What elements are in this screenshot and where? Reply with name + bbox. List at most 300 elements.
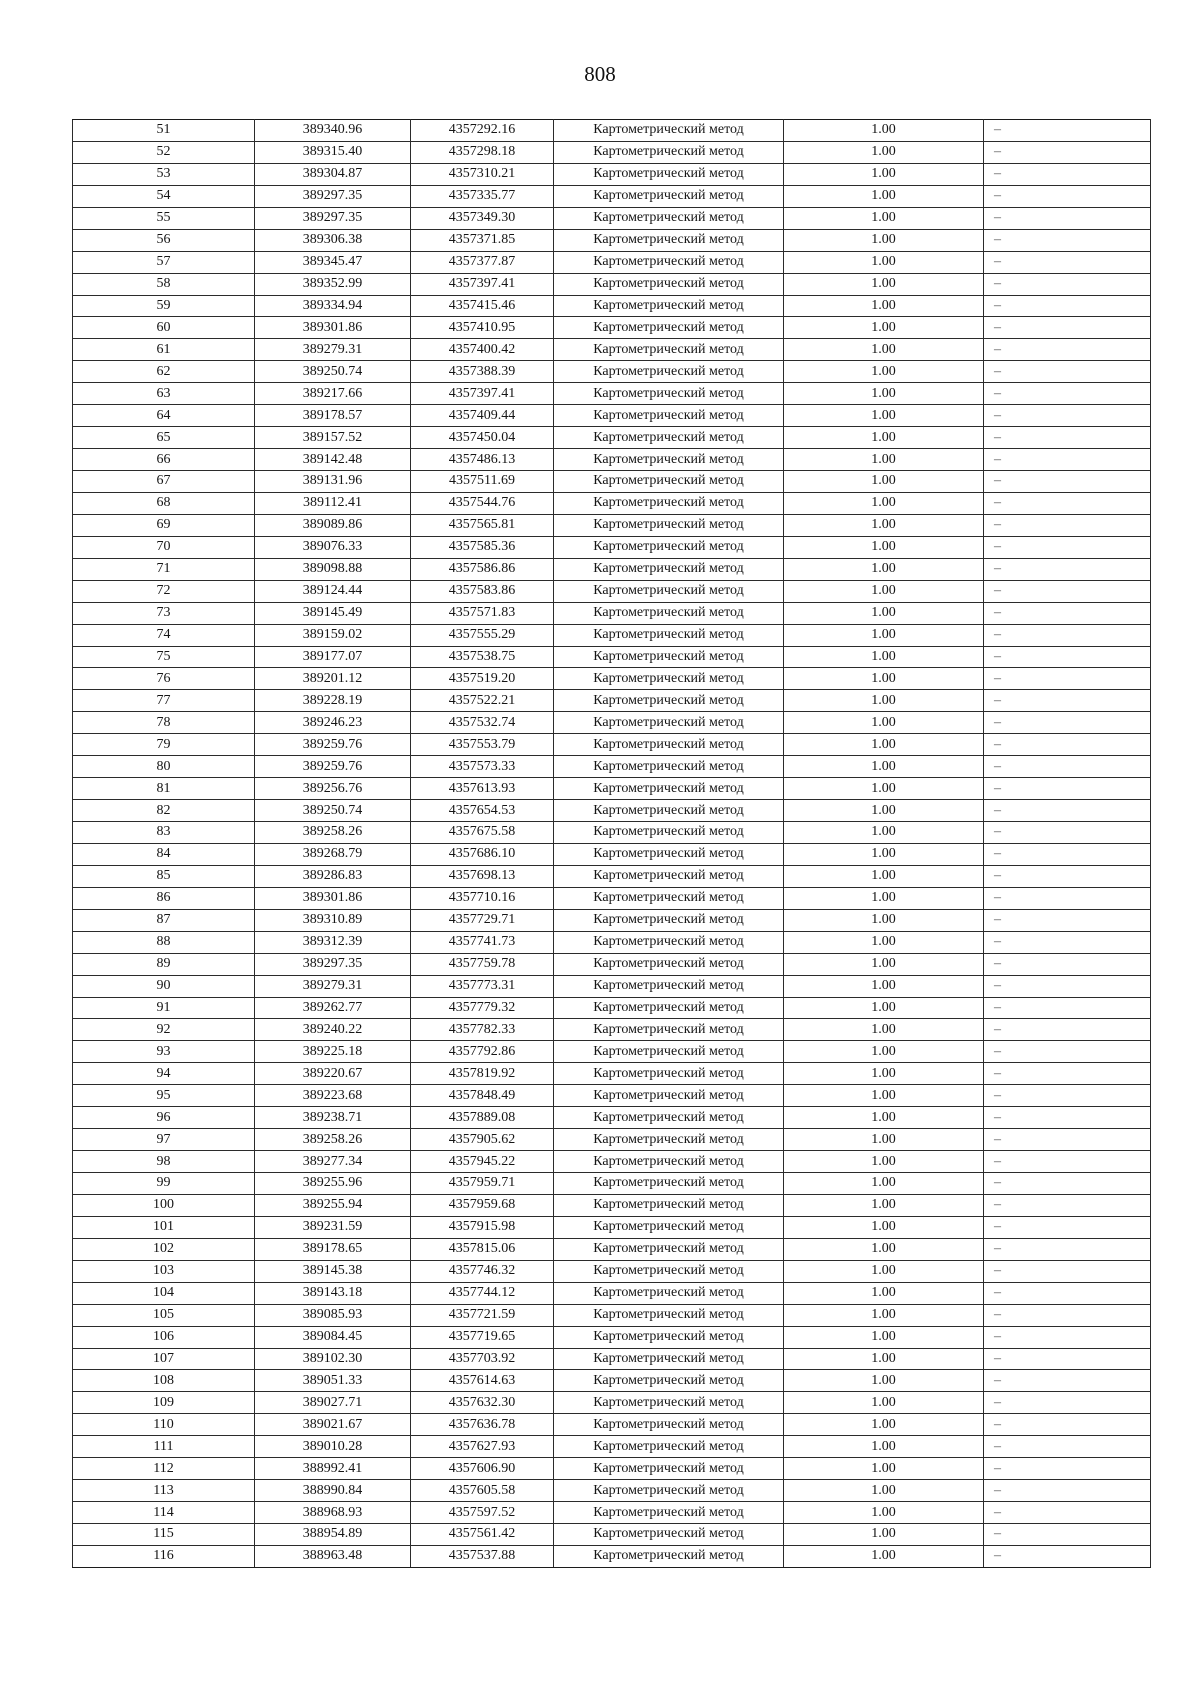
method-cell: Картометрический метод xyxy=(554,1238,784,1260)
table-row xyxy=(73,558,1151,580)
point-number-cell: 89 xyxy=(73,953,255,975)
precision-cell: 1.00 xyxy=(784,997,984,1019)
method-cell: Картометрический метод xyxy=(554,141,784,163)
y-coordinate-cell: 4357586.86 xyxy=(411,558,554,580)
x-coordinate-cell: 389246.23 xyxy=(255,712,411,734)
note-cell: – xyxy=(984,339,1151,361)
precision-cell: 1.00 xyxy=(784,822,984,844)
precision-cell: 1.00 xyxy=(784,690,984,712)
note-cell: – xyxy=(984,1173,1151,1195)
x-coordinate-cell: 389225.18 xyxy=(255,1041,411,1063)
method-cell: Картометрический метод xyxy=(554,558,784,580)
x-coordinate-cell: 389258.26 xyxy=(255,1129,411,1151)
note-cell: – xyxy=(984,690,1151,712)
precision-cell: 1.00 xyxy=(784,405,984,427)
precision-cell: 1.00 xyxy=(784,734,984,756)
table-row xyxy=(73,1458,1151,1480)
method-cell: Картометрический метод xyxy=(554,383,784,405)
table-row xyxy=(73,514,1151,536)
precision-cell: 1.00 xyxy=(784,383,984,405)
precision-cell: 1.00 xyxy=(784,536,984,558)
point-number-cell: 79 xyxy=(73,734,255,756)
point-number-cell: 102 xyxy=(73,1238,255,1260)
method-cell: Картометрический метод xyxy=(554,646,784,668)
precision-cell: 1.00 xyxy=(784,953,984,975)
table-row xyxy=(73,1304,1151,1326)
method-cell: Картометрический метод xyxy=(554,1414,784,1436)
x-coordinate-cell: 389231.59 xyxy=(255,1216,411,1238)
precision-cell: 1.00 xyxy=(784,668,984,690)
table-row xyxy=(73,756,1151,778)
x-coordinate-cell: 389010.28 xyxy=(255,1436,411,1458)
point-number-cell: 72 xyxy=(73,580,255,602)
precision-cell: 1.00 xyxy=(784,251,984,273)
point-number-cell: 83 xyxy=(73,822,255,844)
note-cell: – xyxy=(984,1304,1151,1326)
x-coordinate-cell: 388992.41 xyxy=(255,1458,411,1480)
table-row xyxy=(73,251,1151,273)
note-cell: – xyxy=(984,712,1151,734)
x-coordinate-cell: 389297.35 xyxy=(255,185,411,207)
x-coordinate-cell: 389228.19 xyxy=(255,690,411,712)
method-cell: Картометрический метод xyxy=(554,295,784,317)
point-number-cell: 78 xyxy=(73,712,255,734)
note-cell: – xyxy=(984,580,1151,602)
point-number-cell: 75 xyxy=(73,646,255,668)
point-number-cell: 91 xyxy=(73,997,255,1019)
x-coordinate-cell: 389279.31 xyxy=(255,975,411,997)
x-coordinate-cell: 389076.33 xyxy=(255,536,411,558)
table-row xyxy=(73,141,1151,163)
point-number-cell: 104 xyxy=(73,1282,255,1304)
table-row xyxy=(73,361,1151,383)
precision-cell: 1.00 xyxy=(784,1194,984,1216)
precision-cell: 1.00 xyxy=(784,1370,984,1392)
method-cell: Картометрический метод xyxy=(554,339,784,361)
note-cell: – xyxy=(984,668,1151,690)
point-number-cell: 113 xyxy=(73,1480,255,1502)
method-cell: Картометрический метод xyxy=(554,1216,784,1238)
precision-cell: 1.00 xyxy=(784,1173,984,1195)
x-coordinate-cell: 389145.38 xyxy=(255,1260,411,1282)
point-number-cell: 81 xyxy=(73,778,255,800)
x-coordinate-cell: 389089.86 xyxy=(255,514,411,536)
method-cell: Картометрический метод xyxy=(554,756,784,778)
method-cell: Картометрический метод xyxy=(554,1545,784,1567)
point-number-cell: 93 xyxy=(73,1041,255,1063)
y-coordinate-cell: 4357522.21 xyxy=(411,690,554,712)
point-number-cell: 54 xyxy=(73,185,255,207)
point-number-cell: 59 xyxy=(73,295,255,317)
note-cell: – xyxy=(984,734,1151,756)
point-number-cell: 66 xyxy=(73,449,255,471)
precision-cell: 1.00 xyxy=(784,624,984,646)
method-cell: Картометрический метод xyxy=(554,1151,784,1173)
method-cell: Картометрический метод xyxy=(554,163,784,185)
x-coordinate-cell: 389268.79 xyxy=(255,843,411,865)
method-cell: Картометрический метод xyxy=(554,1129,784,1151)
y-coordinate-cell: 4357779.32 xyxy=(411,997,554,1019)
note-cell: – xyxy=(984,931,1151,953)
x-coordinate-cell: 389084.45 xyxy=(255,1326,411,1348)
x-coordinate-cell: 389223.68 xyxy=(255,1085,411,1107)
note-cell: – xyxy=(984,383,1151,405)
x-coordinate-cell: 389157.52 xyxy=(255,427,411,449)
table-row xyxy=(73,1129,1151,1151)
precision-cell: 1.00 xyxy=(784,1085,984,1107)
method-cell: Картометрический метод xyxy=(554,361,784,383)
method-cell: Картометрический метод xyxy=(554,1194,784,1216)
x-coordinate-cell: 389306.38 xyxy=(255,229,411,251)
y-coordinate-cell: 4357349.30 xyxy=(411,207,554,229)
note-cell: – xyxy=(984,471,1151,493)
table-row xyxy=(73,339,1151,361)
y-coordinate-cell: 4357945.22 xyxy=(411,1151,554,1173)
y-coordinate-cell: 4357511.69 xyxy=(411,471,554,493)
precision-cell: 1.00 xyxy=(784,1326,984,1348)
method-cell: Картометрический метод xyxy=(554,317,784,339)
x-coordinate-cell: 389143.18 xyxy=(255,1282,411,1304)
y-coordinate-cell: 4357744.12 xyxy=(411,1282,554,1304)
y-coordinate-cell: 4357310.21 xyxy=(411,163,554,185)
precision-cell: 1.00 xyxy=(784,295,984,317)
y-coordinate-cell: 4357614.63 xyxy=(411,1370,554,1392)
precision-cell: 1.00 xyxy=(784,1304,984,1326)
table-row xyxy=(73,185,1151,207)
table-row xyxy=(73,492,1151,514)
y-coordinate-cell: 4357410.95 xyxy=(411,317,554,339)
y-coordinate-cell: 4357759.78 xyxy=(411,953,554,975)
point-number-cell: 70 xyxy=(73,536,255,558)
method-cell: Картометрический метод xyxy=(554,580,784,602)
note-cell: – xyxy=(984,1458,1151,1480)
x-coordinate-cell: 389297.35 xyxy=(255,207,411,229)
point-number-cell: 108 xyxy=(73,1370,255,1392)
point-number-cell: 90 xyxy=(73,975,255,997)
x-coordinate-cell: 389304.87 xyxy=(255,163,411,185)
method-cell: Картометрический метод xyxy=(554,668,784,690)
note-cell: – xyxy=(984,843,1151,865)
table-row xyxy=(73,1260,1151,1282)
method-cell: Картометрический метод xyxy=(554,800,784,822)
method-cell: Картометрический метод xyxy=(554,471,784,493)
precision-cell: 1.00 xyxy=(784,646,984,668)
point-number-cell: 95 xyxy=(73,1085,255,1107)
precision-cell: 1.00 xyxy=(784,185,984,207)
precision-cell: 1.00 xyxy=(784,1282,984,1304)
method-cell: Картометрический метод xyxy=(554,865,784,887)
x-coordinate-cell: 389259.76 xyxy=(255,734,411,756)
precision-cell: 1.00 xyxy=(784,1041,984,1063)
method-cell: Картометрический метод xyxy=(554,1063,784,1085)
y-coordinate-cell: 4357486.13 xyxy=(411,449,554,471)
method-cell: Картометрический метод xyxy=(554,207,784,229)
point-number-cell: 116 xyxy=(73,1545,255,1567)
precision-cell: 1.00 xyxy=(784,1107,984,1129)
y-coordinate-cell: 4357792.86 xyxy=(411,1041,554,1063)
x-coordinate-cell: 389301.86 xyxy=(255,317,411,339)
table-row xyxy=(73,887,1151,909)
precision-cell: 1.00 xyxy=(784,1348,984,1370)
table-row xyxy=(73,1282,1151,1304)
y-coordinate-cell: 4357519.20 xyxy=(411,668,554,690)
x-coordinate-cell: 389098.88 xyxy=(255,558,411,580)
note-cell: – xyxy=(984,997,1151,1019)
table-row xyxy=(73,1348,1151,1370)
method-cell: Картометрический метод xyxy=(554,909,784,931)
point-number-cell: 94 xyxy=(73,1063,255,1085)
y-coordinate-cell: 4357585.36 xyxy=(411,536,554,558)
y-coordinate-cell: 4357815.06 xyxy=(411,1238,554,1260)
precision-cell: 1.00 xyxy=(784,1260,984,1282)
table-row xyxy=(73,449,1151,471)
table-row xyxy=(73,207,1151,229)
point-number-cell: 80 xyxy=(73,756,255,778)
x-coordinate-cell: 389178.57 xyxy=(255,405,411,427)
y-coordinate-cell: 4357450.04 xyxy=(411,427,554,449)
x-coordinate-cell: 389102.30 xyxy=(255,1348,411,1370)
table-row xyxy=(73,163,1151,185)
point-number-cell: 96 xyxy=(73,1107,255,1129)
precision-cell: 1.00 xyxy=(784,1545,984,1567)
y-coordinate-cell: 4357729.71 xyxy=(411,909,554,931)
point-number-cell: 73 xyxy=(73,602,255,624)
method-cell: Картометрический метод xyxy=(554,273,784,295)
precision-cell: 1.00 xyxy=(784,163,984,185)
point-number-cell: 99 xyxy=(73,1173,255,1195)
method-cell: Картометрический метод xyxy=(554,1019,784,1041)
note-cell: – xyxy=(984,1545,1151,1567)
y-coordinate-cell: 4357292.16 xyxy=(411,120,554,142)
y-coordinate-cell: 4357719.65 xyxy=(411,1326,554,1348)
method-cell: Картометрический метод xyxy=(554,1173,784,1195)
precision-cell: 1.00 xyxy=(784,800,984,822)
precision-cell: 1.00 xyxy=(784,229,984,251)
table-row xyxy=(73,668,1151,690)
y-coordinate-cell: 4357636.78 xyxy=(411,1414,554,1436)
table-row xyxy=(73,1238,1151,1260)
note-cell: – xyxy=(984,1238,1151,1260)
y-coordinate-cell: 4357532.74 xyxy=(411,712,554,734)
note-cell: – xyxy=(984,865,1151,887)
table-row xyxy=(73,120,1151,142)
point-number-cell: 55 xyxy=(73,207,255,229)
y-coordinate-cell: 4357698.13 xyxy=(411,865,554,887)
table-row xyxy=(73,1151,1151,1173)
y-coordinate-cell: 4357746.32 xyxy=(411,1260,554,1282)
note-cell: – xyxy=(984,295,1151,317)
point-number-cell: 97 xyxy=(73,1129,255,1151)
note-cell: – xyxy=(984,1524,1151,1546)
table-row xyxy=(73,1392,1151,1414)
point-number-cell: 92 xyxy=(73,1019,255,1041)
precision-cell: 1.00 xyxy=(784,1392,984,1414)
y-coordinate-cell: 4357388.39 xyxy=(411,361,554,383)
note-cell: – xyxy=(984,1129,1151,1151)
method-cell: Картометрический метод xyxy=(554,1502,784,1524)
point-number-cell: 74 xyxy=(73,624,255,646)
note-cell: – xyxy=(984,1041,1151,1063)
point-number-cell: 53 xyxy=(73,163,255,185)
x-coordinate-cell: 389262.77 xyxy=(255,997,411,1019)
note-cell: – xyxy=(984,449,1151,471)
y-coordinate-cell: 4357741.73 xyxy=(411,931,554,953)
x-coordinate-cell: 389112.41 xyxy=(255,492,411,514)
method-cell: Картометрический метод xyxy=(554,536,784,558)
x-coordinate-cell: 389177.07 xyxy=(255,646,411,668)
y-coordinate-cell: 4357959.68 xyxy=(411,1194,554,1216)
precision-cell: 1.00 xyxy=(784,1238,984,1260)
note-cell: – xyxy=(984,1502,1151,1524)
table-row xyxy=(73,229,1151,251)
point-number-cell: 82 xyxy=(73,800,255,822)
precision-cell: 1.00 xyxy=(784,712,984,734)
x-coordinate-cell: 388963.48 xyxy=(255,1545,411,1567)
note-cell: – xyxy=(984,602,1151,624)
x-coordinate-cell: 389178.65 xyxy=(255,1238,411,1260)
y-coordinate-cell: 4357400.42 xyxy=(411,339,554,361)
precision-cell: 1.00 xyxy=(784,558,984,580)
point-number-cell: 87 xyxy=(73,909,255,931)
x-coordinate-cell: 389250.74 xyxy=(255,800,411,822)
y-coordinate-cell: 4357606.90 xyxy=(411,1458,554,1480)
method-cell: Картометрический метод xyxy=(554,997,784,1019)
x-coordinate-cell: 389238.71 xyxy=(255,1107,411,1129)
y-coordinate-cell: 4357915.98 xyxy=(411,1216,554,1238)
note-cell: – xyxy=(984,514,1151,536)
point-number-cell: 103 xyxy=(73,1260,255,1282)
note-cell: – xyxy=(984,1414,1151,1436)
note-cell: – xyxy=(984,1436,1151,1458)
y-coordinate-cell: 4357654.53 xyxy=(411,800,554,822)
table-row xyxy=(73,800,1151,822)
table-row xyxy=(73,1436,1151,1458)
note-cell: – xyxy=(984,800,1151,822)
note-cell: – xyxy=(984,405,1151,427)
point-number-cell: 60 xyxy=(73,317,255,339)
table-row xyxy=(73,909,1151,931)
x-coordinate-cell: 389240.22 xyxy=(255,1019,411,1041)
x-coordinate-cell: 389315.40 xyxy=(255,141,411,163)
y-coordinate-cell: 4357571.83 xyxy=(411,602,554,624)
x-coordinate-cell: 389217.66 xyxy=(255,383,411,405)
note-cell: – xyxy=(984,822,1151,844)
x-coordinate-cell: 389142.48 xyxy=(255,449,411,471)
note-cell: – xyxy=(984,207,1151,229)
x-coordinate-cell: 389255.94 xyxy=(255,1194,411,1216)
x-coordinate-cell: 389286.83 xyxy=(255,865,411,887)
table-row xyxy=(73,1326,1151,1348)
note-cell: – xyxy=(984,185,1151,207)
method-cell: Картометрический метод xyxy=(554,953,784,975)
table-row xyxy=(73,1194,1151,1216)
table-row xyxy=(73,1545,1151,1567)
point-number-cell: 56 xyxy=(73,229,255,251)
method-cell: Картометрический метод xyxy=(554,514,784,536)
x-coordinate-cell: 389340.96 xyxy=(255,120,411,142)
note-cell: – xyxy=(984,1282,1151,1304)
y-coordinate-cell: 4357613.93 xyxy=(411,778,554,800)
precision-cell: 1.00 xyxy=(784,1458,984,1480)
method-cell: Картометрический метод xyxy=(554,822,784,844)
table-row xyxy=(73,1107,1151,1129)
y-coordinate-cell: 4357538.75 xyxy=(411,646,554,668)
note-cell: – xyxy=(984,1063,1151,1085)
note-cell: – xyxy=(984,1107,1151,1129)
table-row xyxy=(73,317,1151,339)
x-coordinate-cell: 389256.76 xyxy=(255,778,411,800)
table-row xyxy=(73,405,1151,427)
table-row xyxy=(73,536,1151,558)
y-coordinate-cell: 4357415.46 xyxy=(411,295,554,317)
method-cell: Картометрический метод xyxy=(554,712,784,734)
x-coordinate-cell: 389345.47 xyxy=(255,251,411,273)
note-cell: – xyxy=(984,229,1151,251)
table-row xyxy=(73,1480,1151,1502)
y-coordinate-cell: 4357544.76 xyxy=(411,492,554,514)
note-cell: – xyxy=(984,1085,1151,1107)
y-coordinate-cell: 4357397.41 xyxy=(411,383,554,405)
x-coordinate-cell: 389220.67 xyxy=(255,1063,411,1085)
point-number-cell: 58 xyxy=(73,273,255,295)
table-row xyxy=(73,1019,1151,1041)
precision-cell: 1.00 xyxy=(784,273,984,295)
point-number-cell: 112 xyxy=(73,1458,255,1480)
point-number-cell: 109 xyxy=(73,1392,255,1414)
method-cell: Картометрический метод xyxy=(554,427,784,449)
precision-cell: 1.00 xyxy=(784,602,984,624)
precision-cell: 1.00 xyxy=(784,361,984,383)
page-number: 808 xyxy=(584,62,616,86)
precision-cell: 1.00 xyxy=(784,514,984,536)
note-cell: – xyxy=(984,1326,1151,1348)
point-number-cell: 88 xyxy=(73,931,255,953)
method-cell: Картометрический метод xyxy=(554,1107,784,1129)
note-cell: – xyxy=(984,120,1151,142)
precision-cell: 1.00 xyxy=(784,449,984,471)
precision-cell: 1.00 xyxy=(784,778,984,800)
method-cell: Картометрический метод xyxy=(554,624,784,646)
x-coordinate-cell: 389255.96 xyxy=(255,1173,411,1195)
x-coordinate-cell: 389124.44 xyxy=(255,580,411,602)
table-row xyxy=(73,778,1151,800)
point-number-cell: 105 xyxy=(73,1304,255,1326)
method-cell: Картометрический метод xyxy=(554,1282,784,1304)
method-cell: Картометрический метод xyxy=(554,251,784,273)
method-cell: Картометрический метод xyxy=(554,1260,784,1282)
precision-cell: 1.00 xyxy=(784,931,984,953)
table-row xyxy=(73,1370,1151,1392)
point-number-cell: 111 xyxy=(73,1436,255,1458)
y-coordinate-cell: 4357819.92 xyxy=(411,1063,554,1085)
note-cell: – xyxy=(984,317,1151,339)
table-row xyxy=(73,602,1151,624)
method-cell: Картометрический метод xyxy=(554,1085,784,1107)
note-cell: – xyxy=(984,646,1151,668)
x-coordinate-cell: 389250.74 xyxy=(255,361,411,383)
y-coordinate-cell: 4357583.86 xyxy=(411,580,554,602)
table-row xyxy=(73,712,1151,734)
table-row xyxy=(73,1041,1151,1063)
table-row xyxy=(73,975,1151,997)
table-row xyxy=(73,931,1151,953)
table-row xyxy=(73,822,1151,844)
table-row xyxy=(73,471,1151,493)
y-coordinate-cell: 4357335.77 xyxy=(411,185,554,207)
x-coordinate-cell: 389277.34 xyxy=(255,1151,411,1173)
note-cell: – xyxy=(984,1194,1151,1216)
x-coordinate-cell: 389027.71 xyxy=(255,1392,411,1414)
